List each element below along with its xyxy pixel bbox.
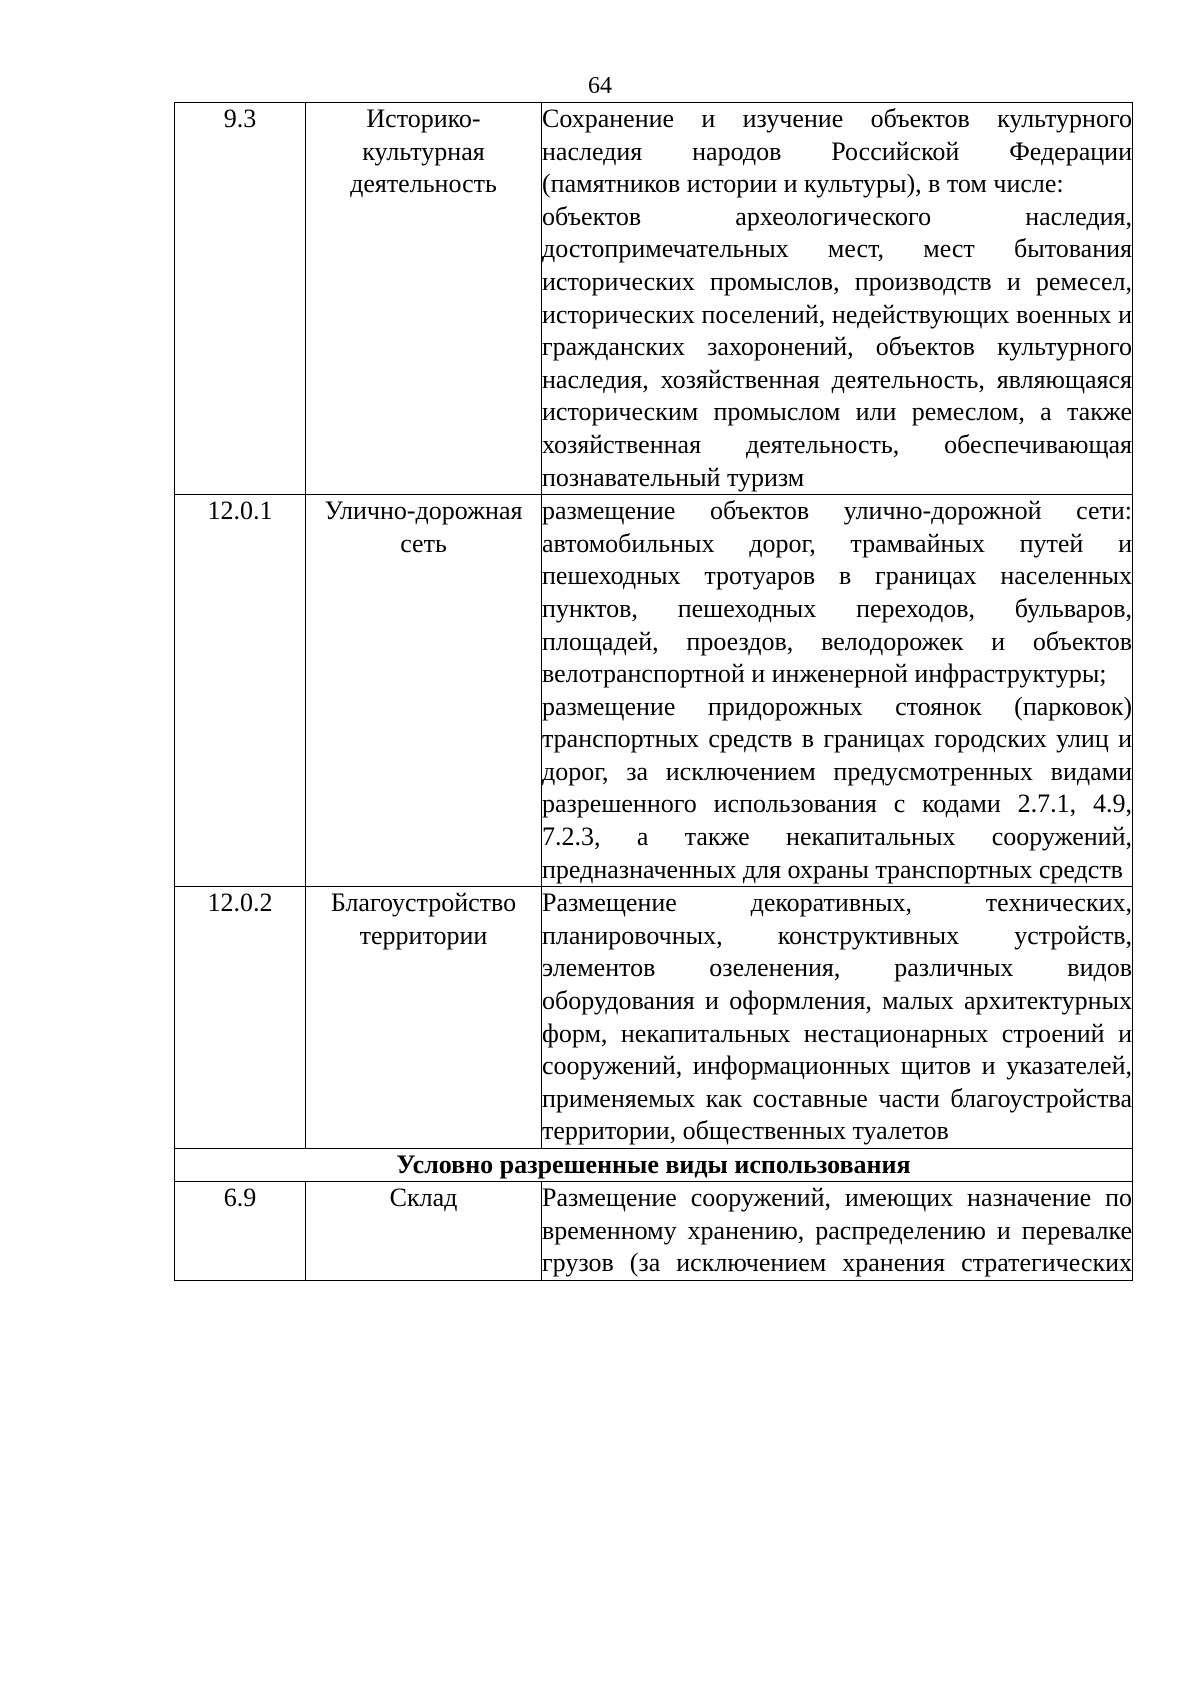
land-use-table — [174, 102, 1133, 1281]
row-name: Историко-культурная деятельность — [306, 103, 542, 495]
table-row — [175, 1182, 1133, 1281]
section-heading: Условно разрешенные виды использования — [175, 1149, 1133, 1182]
row-description — [542, 103, 1133, 495]
row-code: 12.0.1 — [175, 495, 306, 887]
description-paragraph: объектов археологического наследия, достопримечательных мест, мест бытования исторических промыслов, производств и ремесел, исторических поселений, недействующих военных и гражданских захоронений, объектов культурного наследия, хозяйственная деятельность, являющаяся историческим промыслом или ремеслом, а также хозяйственная деятельность, обеспечивающая познавательный туризм — [542, 201, 1132, 492]
table-row — [175, 103, 1133, 495]
description-paragraph: Размещение декоративных, технических, планировочных, конструктивных устройств, элементов озеленения, различных видов оборудования и оформления, малых архитектурных форм, некапитальных нестационарных строений и сооружений, информационных щитов и указателей, применяемых как составные части благоустройства территории, общественных туалетов — [542, 888, 1132, 1146]
table-row — [175, 887, 1133, 1149]
row-name: Улично-дорожная сеть — [306, 495, 542, 887]
section-row — [175, 1149, 1133, 1182]
row-description — [542, 1182, 1133, 1281]
row-description — [542, 887, 1133, 1149]
description-paragraph: Размещение сооружений, имеющих назначение по временному хранению, распределению и перевалке грузов (за исключением хранения стратегических — [542, 1183, 1132, 1278]
page-number: 64 — [588, 73, 612, 99]
description-paragraph: размещение придорожных стоянок (парковок) транспортных средств в границах городских улиц и дорог, за исключением предусмотренных видами разрешенного использования с кодами 2.7.1, 4.9, 7.2.3, а также некапитальных сооружений, предназначенных для охраны транспортных средств — [542, 691, 1132, 884]
description-paragraph: размещение объектов улично-дорожной сети: автомобильных дорог, трамвайных путей и пешеходных тротуаров в границах населенных пунктов, пешеходных переходов, бульваров, площадей, проездов, велодорожек и объектов велотранспортной и инженерной инфраструктуры; — [542, 496, 1132, 689]
row-code: 12.0.2 — [175, 887, 306, 1149]
row-code: 9.3 — [175, 103, 306, 495]
row-name: Склад — [306, 1182, 542, 1281]
row-description — [542, 495, 1133, 887]
description-paragraph: Сохранение и изучение объектов культурного наследия народов Российской Федерации (памятников истории и культуры), в том числе: — [542, 104, 1132, 199]
table-row — [175, 495, 1133, 887]
row-code: 6.9 — [175, 1182, 306, 1281]
row-name: Благоустройство территории — [306, 887, 542, 1149]
